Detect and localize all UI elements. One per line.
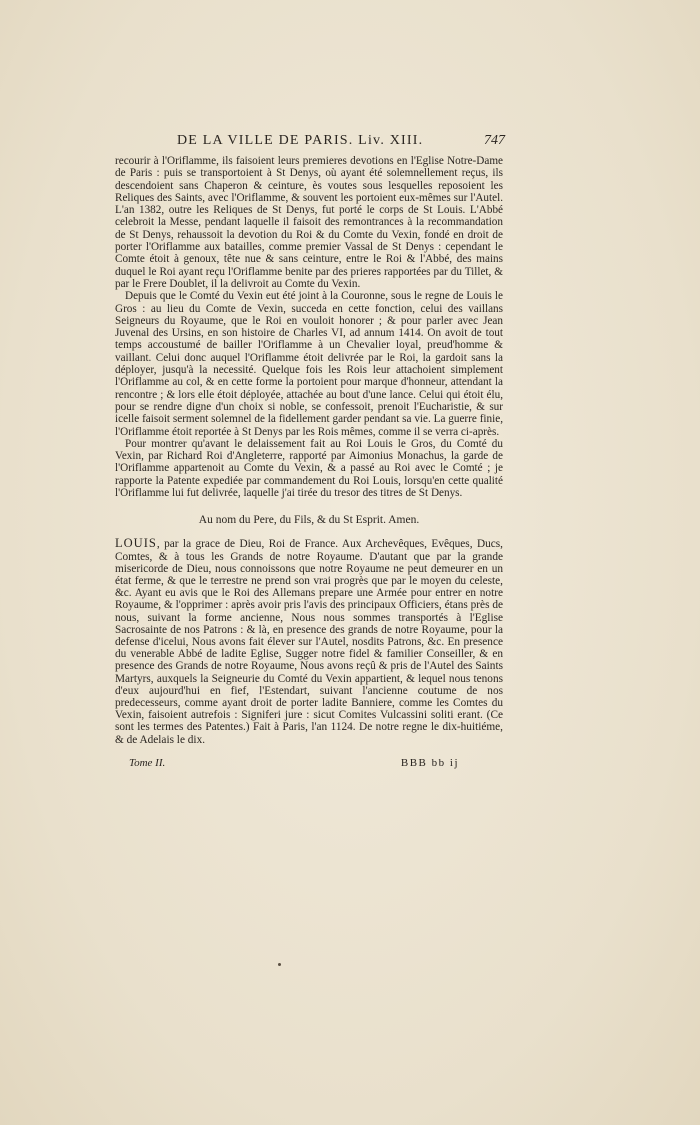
page-header bbox=[115, 133, 503, 155]
body-text bbox=[115, 155, 503, 499]
charter-title: Au nom du Pere, du Fils, & du St Esprit. Amen. bbox=[198, 514, 420, 527]
paragraph-2: Depuis que le Comté du Vexin eut été joint à la Couronne, sous le regne de Louis le Gros : au lieu du Comte de Vexin, succeda en cette fonction, celui des vaillans Seigneurs du Royaume, que le Roi en vouloit honorer ; & pour parler avec Jean Juvenal des Ursins, en son histoire de Charles VI, ad annum 1414. On avoit de tout temps accoustumé de bailler l'Oriflamme à un Chevalier loyal, preud'homme & vaillant. Celui donc auquel l'Oriflamme étoit delivrée par le Roi, la gardoit sans la déployer, jusqu'à la necessité. Quelque fois les Rois leur attachoient simplement l'Oriflamme au col, & en cette forme la portoient pour marque d'honneur, attendant la rencontre ; & lors elle étoit déployée, attachée au bout d'une lance. Celui qui étoit élu, pour se rendre digne d'un choix si noble, se confessoit, prenoit l'Eucharistie, & sur icelle faisoit serment solemnel de la fidellement garder pendant sa vie. La guerre finie, l'Oriflamme étoit reportée à St Denys par les Rois mêmes, comme il se verra ci-après. bbox=[115, 290, 503, 438]
ink-spot bbox=[278, 963, 281, 966]
running-head: DE LA VILLE DE PARIS. Liv. XIII. bbox=[177, 133, 424, 148]
paragraph-1: recourir à l'Oriflamme, ils faisoient leurs premieres devotions en l'Eglise Notre-Dame de Paris : puis se transportoient à St Denys, où ayant été solemnellement reçus, ils descendoient sans Chaperon & ceinture, ès voutes sous lesquelles reposoient les Reliques des Saints, avec l'Oriflamme, & souvent les portoient eux-mêmes sur l'Autel. L'an 1382, outre les Reliques de St Denys, fut porté le corps de St Louis. L'Abbé celebroit la Messe, pendant laquelle il faisoit des remontrances à la recommandation de St Denys, rehaussoit la devotion du Roi & du Comte du Vexin, fondé en droit de porter l'Oriflamme aux batailles, comme premier Vassal de St Denys : cependant le Comte étoit à genoux, tête nue & sans ceinture, entre le Roi & l'Abbé, des mains duquel le Roi ayant reçu l'Oriflamme benite par des prieres rapportées par du Tillet, & par le Frere Doublet, il la delivroit au Comte du Vexin. bbox=[115, 155, 503, 290]
page-number: 747 bbox=[484, 133, 505, 148]
volume-label: Tome II. bbox=[129, 756, 166, 769]
charter-opening: LOUIS bbox=[115, 536, 157, 551]
signature-mark: BBB bb ij bbox=[400, 756, 459, 769]
page bbox=[115, 133, 503, 769]
charter-text bbox=[115, 537, 503, 745]
paragraph-3: Pour montrer qu'avant le delaissement fait au Roi Louis le Gros, du Comté du Vexin, par Richard Roi d'Angleterre, rapporté par Aimonius Monachus, la garde de l'Oriflamme appartenoit au Comte du Vexin, & a passé au Roi avec le Comté ; je rapporte la Patente expediée par commandement du Roi Louis, lorsqu'en cette qualité l'Oriflamme lui fut delivrée, laquelle j'ai tirée du tresor des titres de St Denys. bbox=[115, 437, 503, 500]
charter-body: , par la grace de Dieu, Roi de France. Aux Archevêques, Evêques, Ducs, Comtes, & à tous les Grands de notre Royaume. D'autant que par la grande misericorde de Dieu, nous connoissons que notre Royaume ne peut demeurer en un état ferme, & que le terrestre ne prend son vrai progrès que par le moyen du celeste, &c. Ayant eu avis que le Roi des Allemans prepare une Armée pour entrer en notre Royaume, & l'opprimer : après avoir pris l'avis des principaux Officiers, étans près de nous, suivant la forme ancienne, Nous nous sommes transportés à l'Eglise Sacrosainte de nos Patrons : & là, en presence des grands de notre Royaume, pour la defense d'icelui, Nous avons fait élever sur l'Autel, nosdits Patrons, &c. En presence du venerable Abbé de ladite Eglise, Sugger notre fidel & familier Conseiller, & en presence des Grands de notre Royaume, Nous avons reçû & pris de l'Autel des Saints Martyrs, auxquels la Seigneurie du Comté du Vexin appartient, & lequel nous tenons d'eux aujourd'hui en fief, l'Estendart, suivant l'ancienne coutume de nos predecesseurs, comme ayant droit de porter ladite Banniere, comme les Comtes du Vexin, faisoient autrefois : Signiferi jure : sicut Comites Vulcassini soliti erant. (Ce sont les termes des Patentes.) Fait à Paris, l'an 1124. De notre regne le dix-huitiéme, & de Adelais le dix. bbox=[115, 538, 503, 746]
page-footer bbox=[115, 757, 503, 769]
